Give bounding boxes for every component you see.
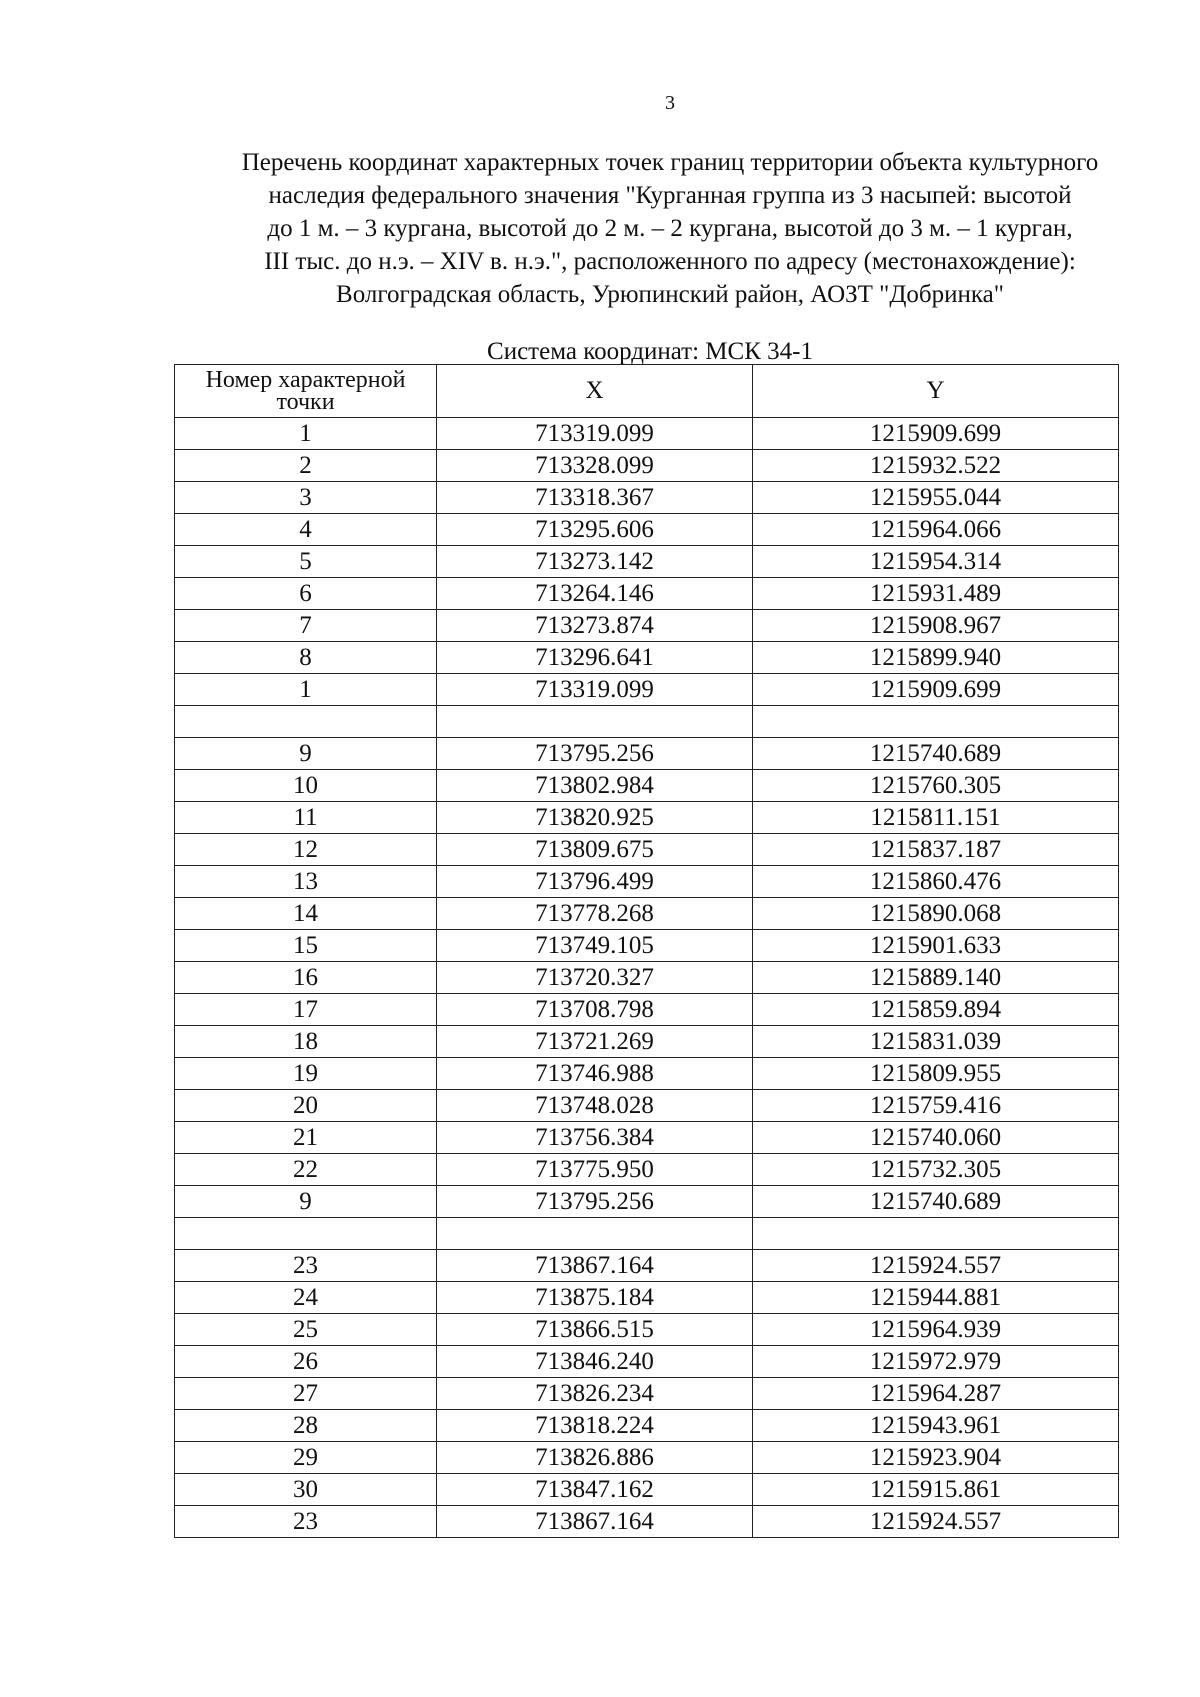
cell-x: 713775.950 <box>437 1154 753 1186</box>
cell-x: 713778.268 <box>437 898 753 930</box>
cell-y: 1215923.904 <box>753 1442 1119 1474</box>
cell-point-number: 26 <box>175 1346 437 1378</box>
cell-point-number: 9 <box>175 1186 437 1218</box>
cell-y: 1215740.689 <box>753 1186 1119 1218</box>
cell-point-number <box>175 706 437 738</box>
cell-y: 1215972.979 <box>753 1346 1119 1378</box>
cell-y: 1215759.416 <box>753 1090 1119 1122</box>
table-row <box>175 1474 1119 1506</box>
table-row <box>175 1026 1119 1058</box>
cell-y: 1215964.066 <box>753 514 1119 546</box>
table-row <box>175 834 1119 866</box>
table-row <box>175 1346 1119 1378</box>
cell-x: 713746.988 <box>437 1058 753 1090</box>
table-row <box>175 962 1119 994</box>
cell-point-number: 5 <box>175 546 437 578</box>
cell-y: 1215890.068 <box>753 898 1119 930</box>
table-row <box>175 1314 1119 1346</box>
table-header-row <box>175 365 1119 418</box>
cell-point-number: 10 <box>175 770 437 802</box>
table-row <box>175 866 1119 898</box>
cell-y: 1215955.044 <box>753 482 1119 514</box>
table-row <box>175 1122 1119 1154</box>
title-line: наследия федерального значения "Курганная группа из 3 насыпей: высотой <box>268 182 1072 209</box>
cell-point-number: 20 <box>175 1090 437 1122</box>
table-separator-row <box>175 1218 1119 1250</box>
cell-y: 1215831.039 <box>753 1026 1119 1058</box>
cell-point-number: 7 <box>175 610 437 642</box>
cell-y: 1215932.522 <box>753 450 1119 482</box>
table-row <box>175 642 1119 674</box>
cell-point-number: 14 <box>175 898 437 930</box>
cell-y: 1215899.940 <box>753 642 1119 674</box>
table-row <box>175 482 1119 514</box>
cell-y: 1215760.305 <box>753 770 1119 802</box>
cell-x: 713708.798 <box>437 994 753 1026</box>
cell-x: 713295.606 <box>437 514 753 546</box>
cell-y: 1215964.939 <box>753 1314 1119 1346</box>
cell-y: 1215944.881 <box>753 1282 1119 1314</box>
cell-x: 713846.240 <box>437 1346 753 1378</box>
table-row <box>175 674 1119 706</box>
cell-x: 713867.164 <box>437 1506 753 1538</box>
table-row <box>175 1506 1119 1538</box>
table-body <box>175 418 1119 1538</box>
cell-y: 1215889.140 <box>753 962 1119 994</box>
cell-point-number: 24 <box>175 1282 437 1314</box>
table-row <box>175 898 1119 930</box>
cell-point-number <box>175 1218 437 1250</box>
table-row <box>175 1282 1119 1314</box>
cell-x: 713328.099 <box>437 450 753 482</box>
table-row <box>175 930 1119 962</box>
cell-point-number: 15 <box>175 930 437 962</box>
cell-x: 713796.499 <box>437 866 753 898</box>
cell-x: 713756.384 <box>437 1122 753 1154</box>
cell-point-number: 28 <box>175 1410 437 1442</box>
cell-x: 713264.146 <box>437 578 753 610</box>
cell-x: 713875.184 <box>437 1282 753 1314</box>
cell-y: 1215860.476 <box>753 866 1119 898</box>
cell-y: 1215809.955 <box>753 1058 1119 1090</box>
cell-point-number: 21 <box>175 1122 437 1154</box>
cell-x: 713866.515 <box>437 1314 753 1346</box>
table-row <box>175 610 1119 642</box>
cell-point-number: 1 <box>175 674 437 706</box>
cell-x: 713818.224 <box>437 1410 753 1442</box>
table-row <box>175 1442 1119 1474</box>
cell-point-number: 8 <box>175 642 437 674</box>
cell-point-number: 1 <box>175 418 437 450</box>
cell-y <box>753 706 1119 738</box>
coordinates-table <box>174 364 1119 1538</box>
cell-point-number: 23 <box>175 1250 437 1282</box>
cell-point-number: 13 <box>175 866 437 898</box>
coordinate-system-label: Система координат: МСК 34-1 <box>487 338 813 365</box>
cell-x: 713826.234 <box>437 1378 753 1410</box>
cell-point-number: 3 <box>175 482 437 514</box>
cell-y: 1215909.699 <box>753 418 1119 450</box>
cell-point-number: 23 <box>175 1506 437 1538</box>
cell-point-number: 27 <box>175 1378 437 1410</box>
table-row <box>175 802 1119 834</box>
document-title <box>160 146 1180 311</box>
table-row <box>175 994 1119 1026</box>
cell-x: 713273.142 <box>437 546 753 578</box>
table-row <box>175 1378 1119 1410</box>
cell-point-number: 18 <box>175 1026 437 1058</box>
cell-y: 1215908.967 <box>753 610 1119 642</box>
cell-point-number: 11 <box>175 802 437 834</box>
cell-y <box>753 1218 1119 1250</box>
cell-x <box>437 706 753 738</box>
cell-point-number: 17 <box>175 994 437 1026</box>
header-point-number: Номер характерной точки <box>175 365 437 418</box>
cell-y: 1215837.187 <box>753 834 1119 866</box>
cell-x: 713820.925 <box>437 802 753 834</box>
header-x: X <box>437 365 753 418</box>
cell-point-number: 30 <box>175 1474 437 1506</box>
cell-y: 1215909.699 <box>753 674 1119 706</box>
table-row <box>175 514 1119 546</box>
cell-point-number: 12 <box>175 834 437 866</box>
table-row <box>175 546 1119 578</box>
cell-point-number: 16 <box>175 962 437 994</box>
title-line: до 1 м. – 3 кургана, высотой до 2 м. – 2 кургана, высотой до 3 м. – 1 курган, <box>267 215 1073 242</box>
table-row <box>175 1058 1119 1090</box>
cell-y: 1215954.314 <box>753 546 1119 578</box>
cell-y: 1215964.287 <box>753 1378 1119 1410</box>
cell-x: 713296.641 <box>437 642 753 674</box>
table-row <box>175 578 1119 610</box>
cell-x: 713795.256 <box>437 738 753 770</box>
header-y: Y <box>753 365 1119 418</box>
table-row <box>175 418 1119 450</box>
cell-x: 713749.105 <box>437 930 753 962</box>
table-row <box>175 1186 1119 1218</box>
cell-y: 1215740.689 <box>753 738 1119 770</box>
cell-y: 1215811.151 <box>753 802 1119 834</box>
cell-point-number: 29 <box>175 1442 437 1474</box>
title-line: Перечень координат характерных точек границ территории объекта культурного <box>241 149 1099 176</box>
cell-y: 1215931.489 <box>753 578 1119 610</box>
cell-x: 713867.164 <box>437 1250 753 1282</box>
cell-x: 713318.367 <box>437 482 753 514</box>
cell-y: 1215924.557 <box>753 1506 1119 1538</box>
cell-x: 713319.099 <box>437 674 753 706</box>
cell-y: 1215943.961 <box>753 1410 1119 1442</box>
cell-y: 1215924.557 <box>753 1250 1119 1282</box>
title-line: Волгоградская область, Урюпинский район, АОЗТ "Добринка" <box>336 281 1004 308</box>
cell-y: 1215740.060 <box>753 1122 1119 1154</box>
cell-point-number: 9 <box>175 738 437 770</box>
cell-point-number: 25 <box>175 1314 437 1346</box>
cell-x <box>437 1218 753 1250</box>
cell-point-number: 2 <box>175 450 437 482</box>
cell-x: 713802.984 <box>437 770 753 802</box>
cell-y: 1215915.861 <box>753 1474 1119 1506</box>
cell-x: 713748.028 <box>437 1090 753 1122</box>
cell-y: 1215901.633 <box>753 930 1119 962</box>
table-row <box>175 738 1119 770</box>
cell-y: 1215732.305 <box>753 1154 1119 1186</box>
table-row <box>175 1250 1119 1282</box>
cell-x: 713795.256 <box>437 1186 753 1218</box>
cell-x: 713826.886 <box>437 1442 753 1474</box>
title-line: III тыс. до н.э. – XIV в. н.э.", расположенного по адресу (местонахождение): <box>264 248 1076 275</box>
table-row <box>175 1154 1119 1186</box>
cell-x: 713847.162 <box>437 1474 753 1506</box>
table-row <box>175 770 1119 802</box>
cell-point-number: 22 <box>175 1154 437 1186</box>
page-number: 3 <box>665 92 675 114</box>
table-row <box>175 1090 1119 1122</box>
cell-x: 713319.099 <box>437 418 753 450</box>
cell-y: 1215859.894 <box>753 994 1119 1026</box>
table-row <box>175 1410 1119 1442</box>
cell-point-number: 19 <box>175 1058 437 1090</box>
table-separator-row <box>175 706 1119 738</box>
cell-x: 713809.675 <box>437 834 753 866</box>
cell-x: 713721.269 <box>437 1026 753 1058</box>
table-row <box>175 450 1119 482</box>
cell-x: 713720.327 <box>437 962 753 994</box>
cell-point-number: 6 <box>175 578 437 610</box>
cell-x: 713273.874 <box>437 610 753 642</box>
cell-point-number: 4 <box>175 514 437 546</box>
